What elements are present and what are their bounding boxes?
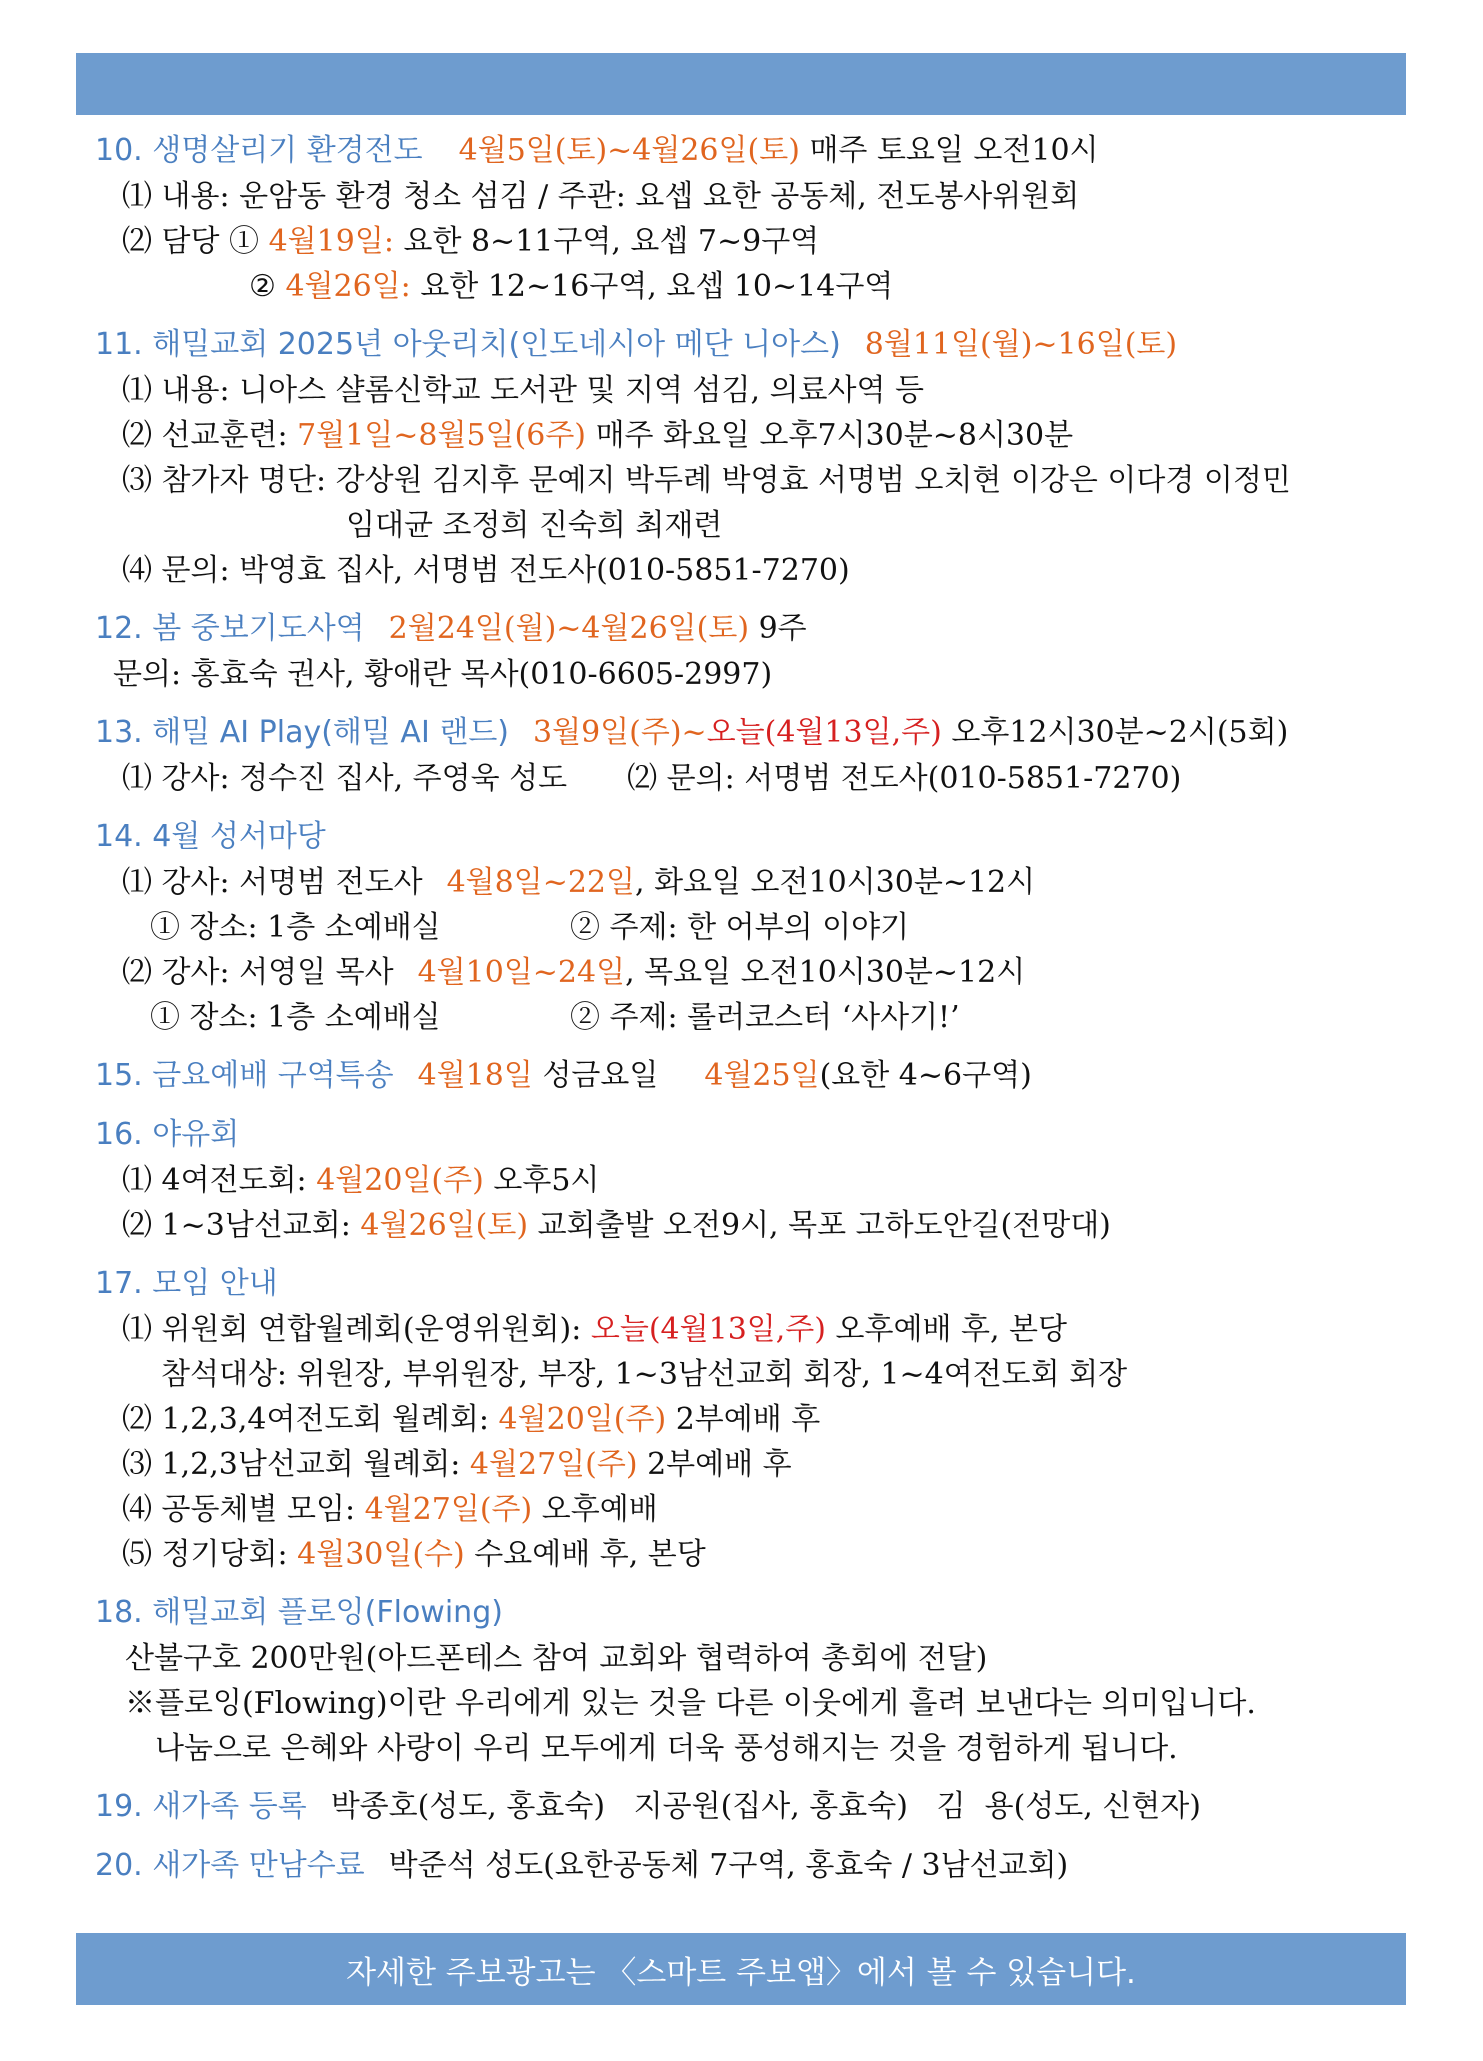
item-number: 19. — [95, 1789, 143, 1824]
detail-line: ⑶ 참가자 명단: 강상원 김지후 문예지 박두례 박영효 서명범 오치현 이강은 이다경 이정민 — [122, 463, 1291, 498]
item-12 — [95, 606, 1405, 697]
item-number: 20. — [95, 1848, 143, 1883]
detail-line: ※플로잉(Flowing)이란 우리에게 있는 것을 다른 이웃에게 흘려 보낸다는 의미입니다. — [125, 1686, 1256, 1721]
detail-line — [95, 1532, 1405, 1577]
item-note: 매주 토요일 오전10시 — [809, 133, 1099, 168]
line-date: 4월26일: — [285, 269, 411, 304]
item-heading — [95, 1112, 1405, 1158]
line-label: ⑵ 1~3남선교회: — [122, 1208, 351, 1243]
item-heading — [95, 1784, 1405, 1830]
item-number: 11. — [95, 327, 143, 362]
line-label: ⑴ 강사: 서명범 전도사 — [122, 865, 423, 900]
detail-line: 문의: 홍효숙 권사, 황애란 목사(010-6605-2997) — [113, 657, 773, 692]
detail-line — [95, 219, 1405, 264]
line-text: 매주 화요일 오후7시30분~8시30분 — [595, 418, 1074, 453]
item-17 — [95, 1261, 1405, 1577]
detail-line — [95, 1203, 1405, 1248]
item-number: 16. — [95, 1117, 143, 1152]
detail-line — [95, 950, 1405, 995]
detail-line — [95, 1158, 1405, 1203]
item-number: 12. — [95, 611, 143, 646]
line-date: 7월1일~8월5일(6주) — [297, 418, 587, 453]
item-title: 생명살리기 환경전도 — [152, 133, 423, 168]
detail-line — [95, 995, 1405, 1040]
item-today: 오늘(4월13일,주) — [706, 715, 942, 750]
footer-bar — [76, 1933, 1406, 2005]
header-bar — [76, 53, 1406, 115]
line-text: 오후예배 — [541, 1492, 658, 1527]
item-date: 2월24일(월)~4월26일(토) — [388, 611, 750, 646]
item-20 — [95, 1843, 1405, 1889]
line-label: ⑵ 담당 ① — [122, 224, 260, 259]
item-heading — [95, 1843, 1405, 1889]
item-14 — [95, 814, 1405, 1040]
line-date: 4월27일(주) — [469, 1447, 638, 1482]
item-heading — [95, 1590, 1405, 1636]
item-date: 4월18일 — [417, 1058, 533, 1093]
line-date: 4월26일(토) — [360, 1208, 529, 1243]
item-number: 14. — [95, 819, 143, 854]
line-date: 4월10일~24일 — [417, 955, 626, 990]
detail-line — [95, 264, 1405, 309]
item-heading — [95, 128, 1405, 174]
line-text: ⑵ 문의: 서명범 전도사(010-5851-7270) — [627, 761, 1182, 796]
item-10 — [95, 128, 1405, 309]
item-13 — [95, 710, 1405, 801]
item-heading — [95, 606, 1405, 652]
footer-text: 자세한 주보광고는 〈스마트 주보앱〉에서 볼 수 있습니다. — [346, 1954, 1136, 1991]
line-text: 오후5시 — [493, 1163, 600, 1198]
line-text: 수요예배 후, 본당 — [474, 1537, 706, 1572]
detail-line — [95, 905, 1405, 950]
line-text: 요한 8~11구역, 요셉 7~9구역 — [403, 224, 820, 259]
line-date: 4월19일: — [268, 224, 394, 259]
line-date: 4월30일(수) — [297, 1537, 465, 1572]
item-title: 금요예배 구역특송 — [152, 1058, 394, 1093]
item-title: 봄 중보기도사역 — [152, 611, 365, 646]
detail-line — [95, 1487, 1405, 1532]
detail-line — [95, 1307, 1405, 1352]
line-label: ⑴ 4여전도회: — [122, 1163, 307, 1198]
line-text: 오후예배 후, 본당 — [835, 1312, 1067, 1347]
item-title: 해밀교회 플로잉(Flowing) — [152, 1595, 503, 1630]
item-note: 박준석 성도(요한공동체 7구역, 홍효숙 / 3남선교회) — [388, 1848, 1069, 1883]
item-title: 야유회 — [152, 1117, 240, 1152]
item-19 — [95, 1784, 1405, 1830]
item-note: 오후12시30분~2시(5회) — [951, 715, 1289, 750]
line-date: 4월20일(주) — [498, 1402, 667, 1437]
item-heading — [95, 322, 1405, 368]
announcement-list — [95, 128, 1405, 1902]
detail-line: ⑷ 문의: 박영효 집사, 서명범 전도사(010-5851-7270) — [122, 553, 850, 588]
detail-line — [95, 756, 1405, 801]
line-text: ② 주제: 롤러코스터 ‘사사기!’ — [570, 1000, 960, 1035]
detail-line — [95, 413, 1405, 458]
item-number: 15. — [95, 1058, 143, 1093]
line-label: ② — [249, 269, 276, 304]
line-text: ② 주제: 한 어부의 이야기 — [570, 910, 910, 945]
item-date: 4월25일 — [704, 1058, 820, 1093]
item-heading — [95, 814, 1405, 860]
item-title: 새가족 등록 — [152, 1789, 307, 1824]
detail-line: 임대균 조정희 진숙희 최재련 — [346, 508, 723, 543]
item-title: 4월 성서마당 — [152, 819, 326, 854]
item-title: 해밀 AI Play(해밀 AI 랜드) — [152, 715, 510, 750]
line-label: ⑵ 강사: 서영일 목사 — [122, 955, 394, 990]
line-text: , 목요일 오전10시30분~12시 — [625, 955, 1026, 990]
line-text: 2부예배 후 — [647, 1447, 792, 1482]
item-date: 4월5일(토)~4월26일(토) — [458, 133, 800, 168]
item-number: 17. — [95, 1266, 143, 1301]
detail-line: ⑴ 내용: 운암동 환경 청소 섬김 / 주관: 요셉 요한 공동체, 전도봉사위원회 — [122, 179, 1080, 214]
detail-line: 산불구호 200만원(아드폰테스 참여 교회와 협력하여 총회에 전달) — [125, 1641, 988, 1676]
item-note: 성금요일 — [542, 1058, 659, 1093]
line-text: , 화요일 오전10시30분~12시 — [635, 865, 1036, 900]
line-label: ⑸ 정기당회: — [122, 1537, 288, 1572]
detail-line: 나눔으로 은혜와 사랑이 우리 모두에게 더욱 풍성해지는 것을 경험하게 됩니다. — [155, 1731, 1178, 1766]
detail-line — [95, 1397, 1405, 1442]
item-title: 새가족 만남수료 — [152, 1848, 365, 1883]
line-label: ⑶ 1,2,3남선교회 월례회: — [122, 1447, 461, 1482]
item-heading — [95, 1261, 1405, 1307]
item-11 — [95, 322, 1405, 593]
item-note: 박종호(성도, 홍효숙) 지공원(집사, 홍효숙) 김 용(성도, 신현자) — [330, 1789, 1201, 1824]
item-number: 13. — [95, 715, 143, 750]
detail-line — [95, 860, 1405, 905]
detail-line — [95, 1442, 1405, 1487]
item-heading — [95, 710, 1405, 756]
line-label: ⑵ 선교훈련: — [122, 418, 288, 453]
line-text: 요한 12~16구역, 요셉 10~14구역 — [420, 269, 894, 304]
line-text: ① 장소: 1층 소예배실 — [150, 910, 441, 945]
item-18 — [95, 1590, 1405, 1771]
line-date: 4월27일(주) — [364, 1492, 533, 1527]
item-date: 8월11일(월)~16일(토) — [864, 327, 1178, 362]
item-title: 모임 안내 — [152, 1266, 278, 1301]
item-heading — [95, 1053, 1405, 1099]
line-date: 4월20일(주) — [316, 1163, 484, 1198]
line-text: ① 장소: 1층 소예배실 — [150, 1000, 441, 1035]
item-date: 3월9일(주)~ — [533, 715, 707, 750]
line-text: 교회출발 오전9시, 목포 고하도안길(전망대) — [537, 1208, 1111, 1243]
line-label: ⑷ 공동체별 모임: — [122, 1492, 356, 1527]
item-note: (요한 4~6구역) — [819, 1058, 1032, 1093]
line-label: ⑵ 1,2,3,4여전도회 월례회: — [122, 1402, 489, 1437]
item-15 — [95, 1053, 1405, 1099]
line-today: 오늘(4월13일,주) — [590, 1312, 826, 1347]
item-16 — [95, 1112, 1405, 1248]
detail-line: ⑴ 내용: 니아스 샬롬신학교 도서관 및 지역 섬김, 의료사역 등 — [122, 373, 925, 408]
item-title: 해밀교회 2025년 아웃리치(인도네시아 메단 니아스) — [152, 327, 841, 362]
line-date: 4월8일~22일 — [446, 865, 635, 900]
item-number: 18. — [95, 1595, 143, 1630]
item-note: 9주 — [758, 611, 807, 646]
line-text: ⑴ 강사: 정수진 집사, 주영욱 성도 — [122, 761, 568, 796]
line-text: 2부예배 후 — [675, 1402, 821, 1437]
item-number: 10. — [95, 133, 143, 168]
line-label: ⑴ 위원회 연합월례회(운영위원회): — [122, 1312, 582, 1347]
detail-line: 참석대상: 위원장, 부위원장, 부장, 1~3남선교회 회장, 1~4여전도회 회장 — [161, 1357, 1128, 1392]
